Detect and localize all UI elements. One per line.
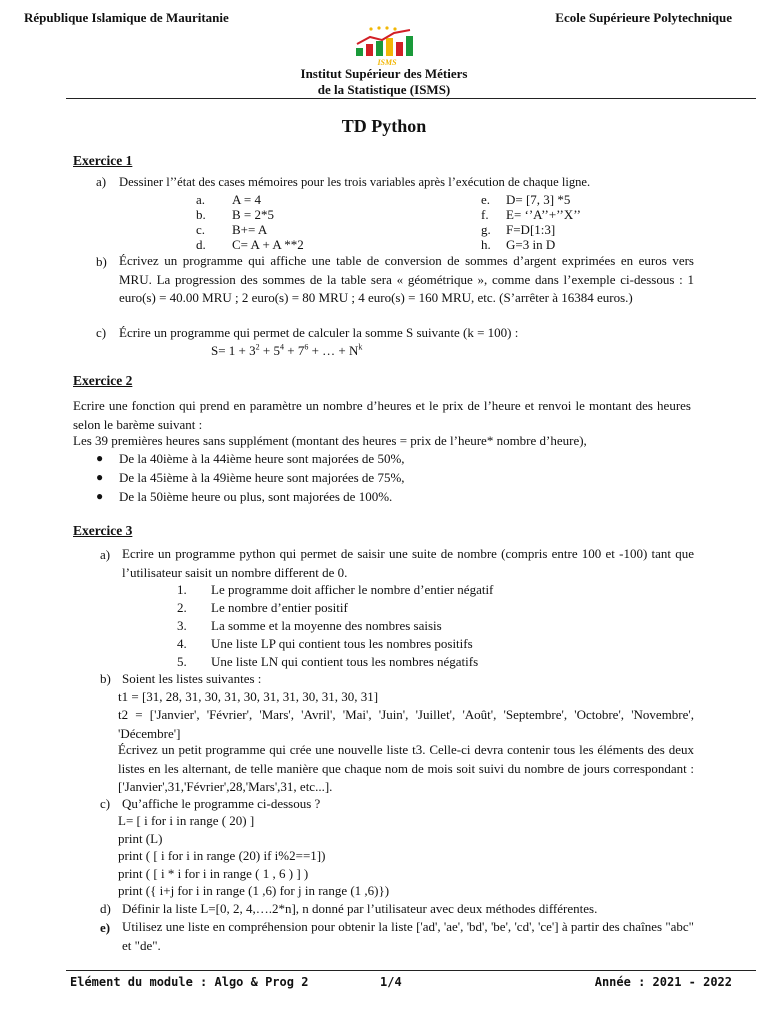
code-line: print ( [ i for i in range (20) if i%2==1]): [118, 848, 326, 863]
exercise-1-title: Exercice 1: [73, 153, 133, 168]
ex3-a-item-num: 1.: [177, 582, 187, 597]
ex3-a-item-num: 5.: [177, 654, 187, 669]
ex3-c-label: c): [100, 796, 111, 811]
logo-text: ISMS: [377, 58, 397, 66]
formula-exponent: 6: [304, 342, 309, 352]
code-line: print ({ i+j for i in range (1 ,6) for j in range (1 ,6)}): [118, 883, 390, 898]
logo-bar-1: [356, 48, 363, 56]
ex1-b-text: Écrivez un programme qui affiche une table de conversion de sommes d’argent exprimées en euros vers MRU. La progression des sommes de la table sera « géométrique », comme dans l’exemple ci-dessous : 1 euro(s) = 40.00 MRU ; 2 euro(s) = 80 MRU ; 4 euro(s) = 160 MRU, etc. (S’arrêter à 16384 euros.): [119, 253, 694, 305]
logo-bar-6: [406, 36, 413, 56]
ex1-a-text: Dessiner l’’état des cases mémoires pour les trois variables après l’exécution de chaque ligne.: [119, 175, 591, 189]
ex3-a-item-num: 4.: [177, 636, 187, 651]
ex3-c-text: Qu’affiche le programme ci-dessous ?: [122, 796, 321, 811]
ex1-c-label: c): [96, 325, 107, 340]
ex1-item-label: c.: [196, 222, 206, 237]
code-line: L= [ i for i in range ( 20) ]: [118, 813, 255, 828]
header-left: République Islamique de Mauritanie: [24, 10, 229, 25]
ex3-d-text: Définir la liste L=[0, 2, 4,….2*n], n donné par l’utilisateur avec deux méthodes différentes.: [122, 901, 598, 916]
ex1-c-text: Écrire un programme qui permet de calculer la somme S suivante (k = 100) :: [119, 325, 519, 340]
footer-module: Elément du module : Algo & Prog 2: [70, 975, 309, 989]
ex1-item-label: b.: [196, 207, 206, 222]
header-right: Ecole Supérieure Polytechnique: [555, 10, 732, 25]
ex1-item-code: B = 2*5: [232, 207, 275, 222]
logo-bar-4: [386, 38, 393, 56]
ex3-a-item-text: La somme et la moyenne des nombres saisis: [211, 618, 442, 633]
institute-line-2: de la Statistique (ISMS): [317, 82, 451, 97]
institute-name: [0, 66, 768, 98]
formula-part: + … + N: [308, 343, 359, 358]
ex2-line2: Les 39 premières heures sans supplément (montant des heures = prix de l’heure* nombre d’heure),: [73, 433, 587, 448]
institute-line-1: Institut Supérieur des Métiers: [300, 66, 468, 81]
ex3-a-text: Ecrire un programme python qui permet de saisir une suite de nombre (compris entre 100 et -100) tant que l’utilisateur saisit un nombre different de 0.: [122, 546, 694, 580]
ex1-item-label: h.: [481, 237, 491, 252]
formula-exponent: 4: [280, 342, 284, 352]
ex1-item-code: E= ‘’A’’+’’X’’: [506, 207, 581, 222]
logo-bar-3: [376, 41, 383, 56]
ex2-bullet: De la 50ième heure ou plus, sont majorées de 100%.: [119, 489, 393, 504]
ex1-item-code: G=3 in D: [506, 237, 556, 252]
ex3-a-label: a): [100, 547, 111, 562]
ex3-b-para: Écrivez un petit programme qui crée une nouvelle liste t3. Celle-ci devra contenir tous les éléments des deux listes en les alternant, de telle manière que chaque nom de mois soit suivi du nombre de jours correspondant : ['Janvier',31,'Février',28,'Mars',31, etc...].: [118, 742, 694, 794]
ex3-a-item-num: 2.: [177, 600, 187, 615]
ex1-item-label: a.: [196, 192, 206, 207]
ex3-e-text: Utilisez une liste en compréhension pour obtenir la liste ['ad', 'ae', 'bd', 'be', 'cd', 'ce'] à partir des chaînes "abc" et "de".: [122, 919, 694, 953]
ex1-item-code: F=D[1:3]: [506, 222, 556, 237]
footer-year: Année : 2021 - 2022: [594, 975, 732, 989]
ex2-bullet: De la 45ième à la 49ième heure sont majorées de 75%,: [119, 470, 405, 485]
logo-bar-2: [366, 44, 373, 56]
ex3-t2: t2 = ['Janvier', 'Février', 'Mars', 'Avril', 'Mai', 'Juin', 'Juillet', 'Août', 'Septembre', 'Octobre', 'Novembre', 'Décembre']: [118, 707, 694, 741]
ex1-b-label: b): [96, 254, 107, 269]
ex3-b-label: b): [100, 671, 111, 686]
ex3-a-item-num: 3.: [177, 618, 187, 633]
ex1-item-label: e.: [481, 192, 491, 207]
isms-logo: [352, 24, 422, 66]
page-title: TD Python: [341, 116, 427, 136]
ex1-item-code: C= A + A **2: [232, 237, 304, 252]
ex1-formula: [211, 342, 362, 360]
ex3-a-item-text: Une liste LP qui contient tous les nombres positifs: [211, 636, 473, 651]
ex1-item-label: f.: [481, 207, 489, 222]
formula-part: + 7: [284, 343, 305, 358]
header-rule: [66, 98, 756, 99]
formula-exponent: k: [358, 342, 363, 352]
ex1-item-label: g.: [481, 222, 491, 237]
ex2-text: Ecrire une fonction qui prend en paramètre un nombre d’heures et le prix de l’heure et renvoi le montant des heures selon le barème suivant :: [73, 398, 691, 432]
ex1-item-code: A = 4: [232, 192, 262, 207]
ex1-a-label: a): [96, 174, 107, 189]
logo-bar-5: [396, 42, 403, 56]
bullet-dot: ●: [96, 489, 104, 503]
footer-rule: [66, 970, 756, 971]
formula-part: + 5: [259, 343, 280, 358]
ex1-item-code: B+= A: [232, 222, 268, 237]
ex3-t1: t1 = [31, 28, 31, 30, 31, 30, 31, 31, 30, 31, 30, 31]: [118, 689, 379, 704]
ex3-a-item-text: Une liste LN qui contient tous les nombres négatifs: [211, 654, 479, 669]
logo-dots: [369, 26, 396, 30]
formula-part: S= 1 + 3: [211, 343, 256, 358]
bullet-dot: ●: [96, 470, 104, 484]
code-line: print ( [ i * i for i in range ( 1 , 6 ) ] ): [118, 866, 309, 881]
code-line: print (L): [118, 831, 163, 846]
ex3-d-label: d): [100, 901, 111, 916]
bullet-dot: ●: [96, 451, 104, 465]
exercise-2-title: Exercice 2: [73, 373, 133, 388]
logo-trend-line: [357, 30, 410, 44]
ex3-b-text: Soient les listes suivantes :: [122, 671, 262, 686]
ex3-a-item-text: Le nombre d’entier positif: [211, 600, 348, 615]
exercise-3-title: Exercice 3: [73, 523, 133, 538]
footer-page-number: 1/4: [380, 975, 402, 989]
ex2-bullet: De la 40ième à la 44ième heure sont majorées de 50%,: [119, 451, 405, 466]
ex1-item-code: D= [7, 3] *5: [506, 192, 571, 207]
ex3-e-label: e): [100, 920, 111, 935]
ex3-a-item-text: Le programme doit afficher le nombre d’entier négatif: [211, 582, 494, 597]
formula-exponent: 2: [255, 342, 260, 352]
ex1-item-label: d.: [196, 237, 206, 252]
